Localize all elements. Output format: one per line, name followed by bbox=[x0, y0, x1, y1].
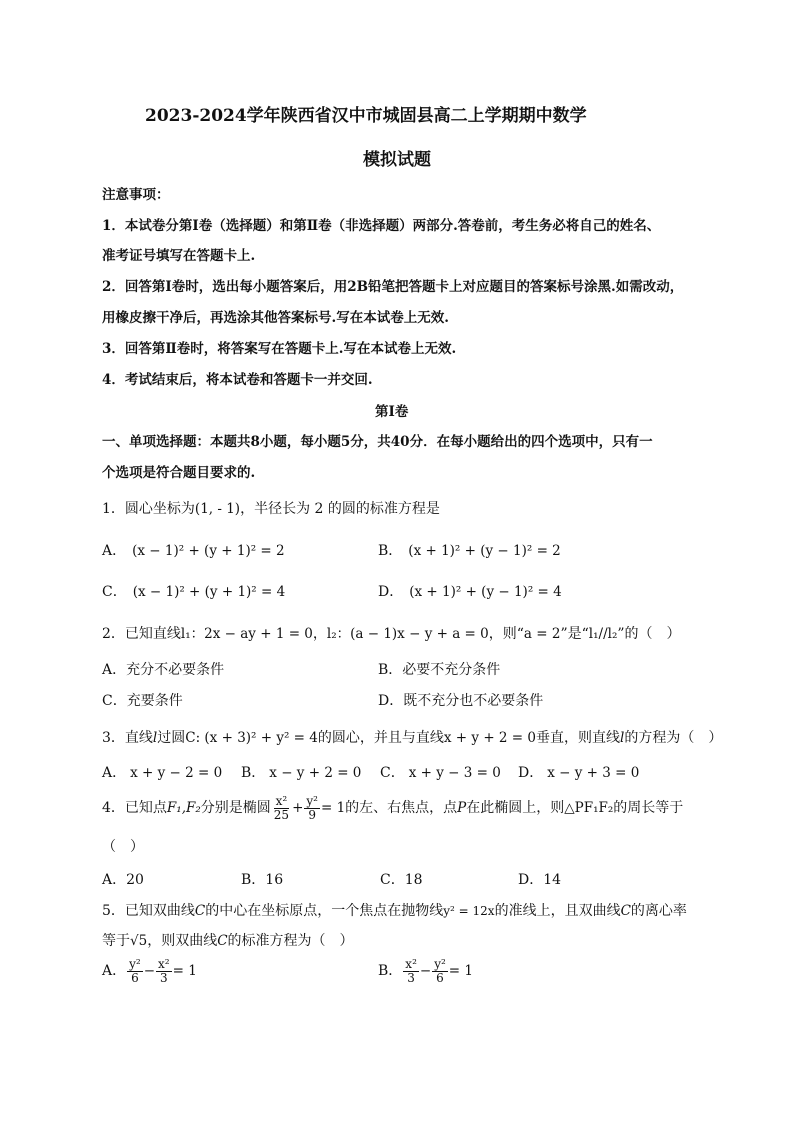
q4-p: P bbox=[457, 800, 467, 817]
q2-option-b: B．必要不充分条件 bbox=[378, 662, 501, 678]
q4-frac-x bbox=[272, 795, 291, 821]
q4-pre: 4．已知点 bbox=[102, 800, 167, 817]
q4-post: 的周长等于 bbox=[613, 800, 684, 817]
q5-line2-post: 的标准方程为（ ） bbox=[227, 933, 354, 949]
q2-par: l₁//l₂ bbox=[588, 626, 618, 642]
q3-option-b bbox=[241, 762, 361, 782]
question-5-stem-line2 bbox=[102, 930, 354, 950]
q1-option-b bbox=[378, 540, 561, 560]
q3-c-label: C． bbox=[380, 765, 405, 781]
question-2-stem bbox=[102, 622, 681, 643]
note-4: 4．考试结束后，将本试卷和答题卡一并交回. bbox=[102, 372, 373, 388]
question-4-stem bbox=[102, 795, 683, 821]
q1-pre: 1．圆心坐标为 bbox=[102, 501, 195, 517]
q5-option-b: B． $\frac{\text{x²}}{3}$ − $\frac{\text{y²}}{6}$ = 1 bbox=[378, 957, 473, 985]
q3-option-c bbox=[380, 762, 501, 782]
q1-option-c bbox=[102, 581, 285, 601]
q3-post: 的方程为（ ） bbox=[624, 730, 723, 746]
q4-option-a: A．20 bbox=[102, 872, 144, 888]
q5-parabola: y² = 12x bbox=[443, 904, 495, 918]
q4-option-b: B．16 bbox=[241, 872, 284, 888]
q2-pre: 2．已知直线 bbox=[102, 626, 181, 642]
q5-a-frac2 bbox=[156, 958, 172, 984]
page-title: 2023-2024学年陕西省汉中市城固县高二上学期期中数学 bbox=[145, 106, 587, 126]
q4-paren: （ ） bbox=[102, 839, 144, 855]
note-1b: 准考证号填写在答题卡上. bbox=[102, 248, 256, 264]
q5-a-label: A． bbox=[102, 963, 127, 980]
q2-l2: l₂：(a − 1)x − y + a = 0 bbox=[326, 626, 489, 642]
q5-a-eq: = 1 bbox=[172, 963, 197, 980]
q4-option-d: D．14 bbox=[518, 872, 562, 888]
q5-b-d1: 3 bbox=[407, 970, 415, 985]
q1-c-label: C． bbox=[102, 584, 127, 600]
note-2a: 2．回答第Ⅰ卷时，选出每小题答案后，用2B铅笔把答题卡上对应题目的答案标号涂黑.如需改动， bbox=[102, 279, 684, 295]
q3-option-d bbox=[518, 762, 639, 782]
q3-mid3: 垂直，则直线 bbox=[536, 730, 620, 746]
q5-c3: C bbox=[217, 933, 228, 949]
q4-x2: x² bbox=[275, 794, 288, 808]
q5-line2-pre: 等于 bbox=[102, 933, 130, 949]
q4-foci: F₁,F₂ bbox=[166, 800, 201, 817]
notes-heading: 注意事项： bbox=[102, 187, 170, 203]
q1-a-text: (x − 1)² + (y + 1)² = 2 bbox=[132, 543, 285, 559]
q5-c1: C bbox=[194, 903, 206, 919]
q3-c-text: x + y − 3 = 0 bbox=[408, 765, 501, 781]
q1-option-a bbox=[102, 540, 285, 560]
question-1-stem bbox=[102, 498, 440, 518]
q5-b-d2: 6 bbox=[436, 970, 444, 985]
q1-d-text: (x + 1)² + (y − 1)² = 4 bbox=[409, 584, 562, 600]
q2-cond: a = 2 bbox=[523, 626, 561, 642]
q4-tri: △PF₁F₂ bbox=[564, 800, 614, 817]
q2-post: ”的（ ） bbox=[617, 626, 681, 642]
q4-y2: y² bbox=[306, 794, 318, 808]
note-1a: 1．本试卷分第Ⅰ卷（选择题）和第Ⅱ卷（非选择题）两部分.答卷前，考生务必将自己的姓名、 bbox=[102, 218, 661, 234]
q1-b-label: B． bbox=[378, 543, 403, 559]
q3-line: x + y + 2 = 0 bbox=[443, 730, 536, 746]
section-label: 第Ⅰ卷 bbox=[375, 404, 409, 420]
q3-d-label: D． bbox=[518, 765, 544, 781]
q4-mid2: 的左、右焦点，点 bbox=[345, 800, 458, 817]
section-intro-a: 一、单项选择题：本题共8小题，每小题5分，共40分．在每小题给出的四个选项中，只有一 bbox=[102, 434, 653, 450]
page-subtitle: 模拟试题 bbox=[363, 150, 431, 170]
q2-option-c: C．充要条件 bbox=[102, 693, 183, 709]
q4-eq: = 1 bbox=[320, 800, 346, 817]
q5-post: 的离心率 bbox=[630, 903, 687, 919]
q5-a-d2: 3 bbox=[160, 970, 168, 985]
q5-a-frac1 bbox=[127, 958, 143, 984]
q3-d-text: x − y + 3 = 0 bbox=[547, 765, 640, 781]
q4-mid3: 在此椭圆上，则 bbox=[466, 800, 565, 817]
q4-mid1: 分别是椭圆 bbox=[200, 800, 271, 817]
q3-mid2: 的圆心，并且与直线 bbox=[317, 730, 444, 746]
q5-pre: 5．已知双曲线 bbox=[102, 903, 195, 919]
q3-l2: l bbox=[620, 730, 625, 746]
q1-d-label: D． bbox=[378, 584, 404, 600]
q3-option-a bbox=[102, 762, 222, 782]
q5-a-n1: y² bbox=[129, 957, 141, 971]
q1-coord: (1, - 1) bbox=[194, 501, 241, 517]
q1-option-d bbox=[378, 581, 562, 601]
q5-mid2: 的准线上，且双曲线 bbox=[494, 903, 621, 919]
q5-a-d1: 6 bbox=[131, 970, 139, 985]
q4-frac-y bbox=[304, 795, 320, 821]
q5-option-a: A． $\frac{\text{y²}}{6}$ − $\frac{\text{x²}}{3}$ = 1 bbox=[102, 957, 197, 985]
q4-option-c: C．18 bbox=[380, 872, 423, 888]
q2-mid: ，则“ bbox=[488, 626, 524, 642]
q5-b-label: B． bbox=[378, 963, 403, 980]
q3-b-text: x − y + 2 = 0 bbox=[269, 765, 362, 781]
q5-b-n1: x² bbox=[405, 957, 417, 971]
q2-option-d: D．既不充分也不必要条件 bbox=[378, 693, 544, 709]
q3-l: l bbox=[152, 730, 158, 746]
q1-a-label: A． bbox=[102, 543, 127, 559]
q5-line2-mid: ，则双曲线 bbox=[147, 933, 218, 949]
q3-a-text: x + y − 2 = 0 bbox=[130, 765, 223, 781]
q3-a-label: A． bbox=[102, 765, 127, 781]
q5-b-frac2 bbox=[432, 958, 448, 984]
q5-c2: C bbox=[620, 903, 631, 919]
q4-d2: 9 bbox=[308, 807, 316, 822]
q4-d1: 25 bbox=[273, 807, 290, 822]
question-3-stem bbox=[102, 727, 722, 747]
section-intro-b: 个选项是符合题目要求的. bbox=[102, 465, 256, 481]
q5-b-eq: = 1 bbox=[448, 963, 473, 980]
q4-plus: + bbox=[292, 800, 304, 817]
q5-b-n2: y² bbox=[434, 957, 446, 971]
q2-sep: ， bbox=[312, 626, 327, 642]
note-2b: 用橡皮擦干净后，再选涂其他答案标号.写在本试卷上无效. bbox=[102, 310, 449, 326]
q3-b-label: B． bbox=[241, 765, 266, 781]
q2-option-a: A．充分不必要条件 bbox=[102, 662, 225, 678]
q1-c-text: (x − 1)² + (y + 1)² = 4 bbox=[132, 584, 286, 600]
q1-b-text: (x + 1)² + (y − 1)² = 2 bbox=[408, 543, 561, 559]
q3-mid1: 过圆 bbox=[157, 730, 186, 746]
q2-l1: l₁：2x − ay + 1 = 0 bbox=[180, 626, 313, 642]
question-5-stem-line1 bbox=[102, 900, 687, 920]
note-3: 3．回答第Ⅱ卷时，将答案写在答题卡上.写在本试卷上无效. bbox=[102, 341, 457, 357]
q5-sqrt5: √5 bbox=[130, 933, 148, 949]
q3-pre: 3．直线 bbox=[102, 730, 153, 746]
q2-mid2: ”是“ bbox=[560, 626, 589, 642]
q5-mid1: 的中心在坐标原点，一个焦点在抛物线 bbox=[205, 903, 444, 919]
q1-post: ，半径长为 2 的圆的标准方程是 bbox=[240, 501, 440, 517]
q5-a-n2: x² bbox=[158, 957, 170, 971]
q3-circle: C: (x + 3)² + y² = 4 bbox=[185, 730, 318, 746]
q5-b-frac1 bbox=[403, 958, 419, 984]
